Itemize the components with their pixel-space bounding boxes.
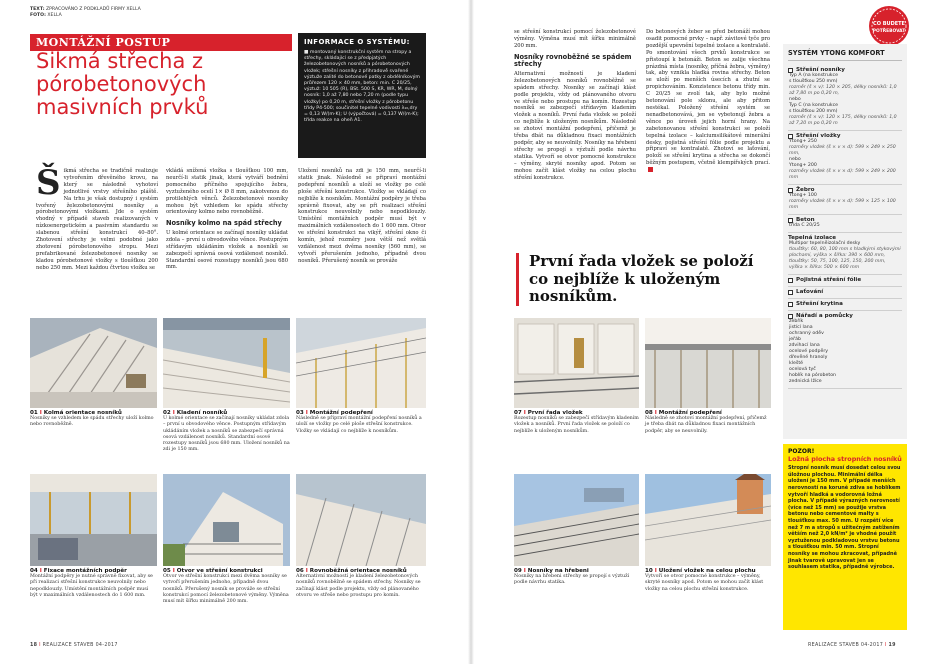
caption-06 — [296, 568, 426, 599]
credits — [30, 7, 141, 19]
footer-left — [30, 643, 118, 648]
sidebar-section-title — [788, 289, 902, 295]
stamp-line2: POTŘEBOVAT — [872, 29, 906, 34]
caption-text: Následně se připraví montážní podepření nosníků a uloží se vložky po celé ploše střešní konstrukce. Vložky se vkládají co nejblíže k nosníkům. — [296, 416, 422, 434]
checkbox-icon — [788, 188, 793, 193]
body-text: Uložení nosníků na zdi je 150 mm, neurčí-li statik jinak. Následně se připraví montážní podepření nosníků a uloží se vložky po celé ploše střešní konstrukce. Vložky se vkládají co nejblíže k nosníkům. Montážní podpěry je třeba správně fixovat, aby se při realizaci střešní konstrukce neuvolnily nebo nepodklouzly. Umístění montážních podpěr musí být v maximálních vzdálenostech do 1 600 mm. Otvor ve střešní konstrukci na vikýř, střešní okno či komín, jehož rozměry jsou větší než světlá vzdálenost mezi dvěma nosníky (560 mm), se vytvoří přerušením jednoho, případně dvou nosníků. Přerušený nosník se prováže — [298, 168, 426, 264]
sidebar-line: jeřáb — [789, 337, 801, 342]
caption-number: 07 I První řada vložek — [514, 410, 583, 416]
sidebar-section-label: Tepelná izolace — [788, 235, 837, 241]
body-column-4 — [514, 29, 636, 181]
sidebar-line: rozměry vložek (š × v × d): 599 × 125 × 100 mm — [789, 199, 896, 210]
sidebar-section — [788, 299, 902, 311]
subheading: Nosníky rovnoběžné se spádem střechy — [514, 52, 632, 69]
sidebar-section-label: Laťování — [796, 289, 824, 295]
caption-07 — [514, 410, 639, 435]
photo-04 — [30, 474, 157, 566]
photo-03 — [296, 318, 426, 408]
sidebar-line: zednická lžíce — [789, 379, 822, 384]
body-column-2 — [166, 168, 288, 271]
credits-photo-label: FOTO: — [30, 13, 46, 18]
checkbox-icon — [788, 290, 793, 295]
sidebar-line: s tloušťkou 200 mm) — [789, 109, 838, 114]
credits-text-value: ZPRACOVÁNO Z PODKLADŮ FIRMY XELLA — [46, 7, 141, 12]
caption-number: 01 I Kolmá orientace nosníků — [30, 410, 122, 416]
sidebar-line: nebo — [789, 97, 801, 102]
footer-separator: I — [884, 643, 887, 648]
sidebar-line: Typ A (na konstrukce — [789, 73, 838, 78]
sidebar-section-label: Střešní krytina — [796, 301, 843, 307]
drop-cap: Š — [36, 163, 61, 203]
caption-02 — [163, 410, 290, 453]
caption-04 — [30, 568, 157, 599]
body-text: U kolmé orientace se začínají nosníky ukládat zdola – první u obvodového věnce. Postupným střídavým ukládáním vložek a nosníků se zabezpečí správná osová vzdálenost nosníků. Standardní osové rozestupy nosníků jsou 680 mm. — [166, 229, 288, 271]
sidebar-line: rozměry vložek (š × v × d): 599 × 249 × 250 mm, — [789, 145, 896, 156]
spread-gutter — [468, 0, 474, 664]
infobox-body: ■ montovaný konstrukční systém na stropy a střechy, skládající se z předpjatých železobetonových nosníků a pórobetonových vložek; střešní nosníky z přihradově svařené výztuže zalité do betonové patky z obdélníkovým průřezem 120 × 40 mm, beton: min. C 20/25, výztuž: 10 505 (R), BSt. 500 S, KR, WR, M, dolný nosník: 1,0 až 7,80 nebo 7,20 m (podle typu vložky) po 0,20 m, střešní vložky z pórobetonu třídy P4-500; součinitel tepelné vodivosti λ₁₀,dry = 0,13 W/(m·K); U (výpočtová) = 0,137 W/(m·K); třída reakce na oheň A1. — [304, 50, 420, 124]
caption-number: 06 I Rovnoběžná orientace nosníků — [296, 568, 407, 574]
warning-title: Ložná plocha stropních nosníků — [788, 455, 902, 463]
sidebar-line: výška × šířka: 500 × 600 mm — [789, 265, 860, 270]
body-text: ikmá střecha se tradičně realizuje vytvořením dřevěného krovu, na který se následně vyhotoví jednotlivé vrstvy střešního pláště. Na trhu je však dostupný i systém tvořený železobetonovými nosníky a pórobetonovými vložkami. Jde o systém vhodný v případě staveb realizovaných v nízkoenergetickém a pasivním standardu se slabenou střešní konstrukcí 40–80°. Zhotovení střechy je velmi podobné jako zhotovení pórobetonového stropu. Mezi prefabrikované železobetonové nosníky se kladou pórobetonové vložky s tloušťkou 200 nebo 250 mm. Mezi každou čtvrtou vložku se — [36, 168, 158, 271]
body-column-1 — [36, 163, 158, 272]
article-title: Šikmá střecha z pórobetonových masivních prvků — [36, 49, 209, 119]
sidebar-line: Ytong+ 200 — [789, 163, 817, 168]
sidebar-section-label: Střešní vložky — [796, 133, 841, 139]
caption-05 — [163, 568, 290, 605]
caption-number: 09 I Nosníky na hřebeni — [514, 568, 589, 574]
caption-08 — [645, 410, 771, 435]
checkbox-icon — [788, 218, 793, 223]
sidebar-line: s tloušťkou 250 mm) — [789, 79, 838, 84]
sidebar-section-label: Střešní nosníky — [796, 67, 845, 73]
magazine-name-left: REALIZACE STAVEB 04-2017 — [42, 643, 118, 648]
sidebar-line: Ytong+ 250 — [789, 139, 817, 144]
sidebar-section — [788, 287, 902, 299]
caption-text: Alternativní možností je kladení železobetonových nosníků rovnoběžně se spádem střechy. Nosníky se začínají klást podle projektu, vždy od plánovaného otvoru ve střeše nebo prostupu pro komín. — [296, 574, 421, 598]
sidebar-line: Ytong+ 100 — [789, 193, 817, 198]
caption-number: 05 I Otvor ve střešní konstrukci — [163, 568, 263, 574]
page-number-left: 18 — [30, 643, 38, 648]
sidebar-section — [788, 131, 902, 185]
sidebar-line: nebo — [789, 157, 801, 162]
warning-text: Stropní nosník musí dosedat celou svou úložnou plochou. Minimální délka uložení je 150 mm. V případě menších nerovností na koruně zdiva se hoblíkem vytvoří hladká a vodorovná ložná plocha. V případě výrazných nerovností (více než 15 mm) se použije vrstva betonu nebo cementové malty s tloušťkou max. 50 mm. U rozpětí více než 7 m a stropů s užitečným zatížením větším než 2,0 kN/m² je vhodné použít vyztuženou podkladovou vrstvu betonu s tloušťkou min. 50 mm. Stropní nosníky se mohou zkracovat, případně jinak tvarově upravovat jen se souhlasem statika, případně výrobce. — [788, 465, 901, 571]
caption-09 — [514, 568, 639, 587]
caption-number: 10 I Uložení vložek na celou plochu — [645, 568, 756, 574]
caption-text: Nosníky na hřebeni střechy se propojí s výztuží podle návrhu statika. — [514, 574, 630, 586]
sidebar-heading: SYSTÉM YTONG KOMFORT — [788, 49, 902, 61]
caption-text: Nosníky se vzhledem ke spádu střechy uloží kolmo nebo rovnoběžně. — [30, 416, 154, 428]
checkbox-icon — [788, 314, 793, 319]
body-column-5 — [646, 29, 770, 174]
sidebar-line: Typ C (na konstrukce — [789, 103, 839, 108]
photo-02 — [163, 318, 290, 408]
photo-08 — [645, 318, 771, 408]
stamp-line1: CO BUDETE — [873, 21, 905, 27]
sidebar-line: hoblík na pórobeton — [789, 373, 837, 378]
checkbox-icon — [788, 278, 793, 283]
sidebar-line: ocelové podpěry — [789, 349, 829, 354]
caption-text: Montážní podpěry je nutné správně fixovat, aby se při realizaci střešní konstrukce neuvolnily nebo nepodklouzly. Umístění montážních podpěr musí být v maximálních vzdálenostech do 1 600 mm. — [30, 574, 153, 598]
sidebar-section — [788, 233, 902, 275]
photo-09 — [514, 474, 639, 566]
sidebar-sections — [788, 65, 902, 389]
sidebar-line: žebřík — [789, 319, 804, 324]
caption-number: 02 I Kladení nosníků — [163, 410, 228, 416]
caption-number: 08 I Montážní podepření — [645, 410, 722, 416]
warning-label: POZOR! — [788, 448, 815, 455]
sidebar-line: rozměr (š × v): 120 × 205, délky nosníků: 1,0 až 7,80 m po 0,20 m, — [789, 85, 897, 96]
sidebar-line: Multipor tepelněizolační desky — [789, 241, 861, 246]
body-text: Do betonových žeber se před betonáží mohou osadit pomocné prvky – např. závitové tyče pro pozdější upevnění tepelné izolace a kontralatě. Po smontování všech prvků konstrukce se přistoupí k betonáži. Beton se zalije všechna prázdná místa (nosníky, příčná žebra, výměny) tak, aby vznikla hladká rovina střechy. Beton se uloží po menších úsecích a zhutní se propichováním. Konzistence betonu třídy min. C 20/25 se zvolí tak, aby bylo možné betonování pole sklonu, ale aby přitom nestékal. Položený střešní systém se nenadbetonovává, jen se vybetonují žebra a věnce po úroveň jejich horní hrany. Na zabetonovanou střešní konstrukci se položí tepelná izolace – kalciumsilikátové minerální desky, pojistná střešní fólie podle projektu a připraví se kontralatě. Zhotoví se laťování, položí se střešní krytina a střecha se dokončí běžným postupem, včetně klempířských prací. — [646, 29, 770, 167]
caption-01 — [30, 410, 157, 429]
sidebar-section — [788, 185, 902, 215]
sidebar-line: tloušťky: 60, 80, 100 mm s hladkými stykovými plochami, výška × šířka: 390 × 600 mm, — [789, 247, 901, 258]
section-kicker: MONTÁŽNÍ POSTUP — [30, 34, 292, 51]
checkbox-icon — [788, 134, 793, 139]
photo-01 — [30, 318, 157, 408]
caption-number: 03 I Montážní podepření — [296, 410, 373, 416]
sidebar-section-label: Nářadí a pomůcky — [796, 313, 853, 319]
warning-box — [783, 444, 907, 630]
materials-sidebar — [783, 44, 907, 439]
caption-text: Otvor ve střešní konstrukci mezi dvěma nosníky se vytvoří přerušením jednoho, případně dvou nosníků. Přerušený nosník se prováže se střešní konstrukcí pomocí železobetonové výměny. Výměna musí mít šířku minimálně 200 mm. — [163, 574, 289, 605]
caption-03 — [296, 410, 426, 435]
sidebar-line: jistící lana — [789, 325, 813, 330]
caption-text: Následně se zhotoví montážní podepření, přičemž je třeba dbát na důkladnou fixaci montážních podpěr, aby se neuvolnily. — [645, 416, 767, 434]
page-number-right: 19 — [888, 643, 896, 648]
sidebar-section-label: Pojistná střešní fólie — [796, 277, 862, 283]
pull-quote: První řada vložek se položí co nejblíže k uloženým nosníkům. — [516, 253, 756, 306]
body-text: se střešní konstrukcí pomocí železobetonové výměny. Výměna musí mít šířku minimálně 200 mm. — [514, 29, 636, 49]
credits-text-label: TEXT: — [30, 7, 45, 12]
subheading: Nosníky kolmo na spád střechy — [166, 219, 282, 228]
photo-06 — [296, 474, 426, 566]
system-info-box — [298, 33, 426, 158]
caption-10 — [645, 568, 771, 593]
sidebar-line: rozměry vložek (š × v × d): 599 × 249 × 200 mm — [789, 169, 896, 180]
caption-number: 04 I Fixace montážních podpěr — [30, 568, 127, 574]
sidebar-line: třída C 20/25 — [789, 223, 820, 228]
caption-text: Rozestup nosníků se zabezpečí střídavým kladením vložek a nosníků. První řada vložek se položí co nejblíže k uloženým nosníkům. — [514, 416, 639, 434]
sidebar-line: ochranný oděv — [789, 331, 824, 336]
infobox-heading: INFORMACE O SYSTÉMU: — [304, 38, 410, 46]
what-you-need-stamp — [868, 5, 910, 47]
sidebar-line: zdvihací lana — [789, 343, 820, 348]
sidebar-section — [788, 65, 902, 131]
checkbox-icon — [788, 68, 793, 73]
sidebar-line: ocelová tyč — [789, 367, 816, 372]
caption-text: U kolmé orientace se začínají nosníky ukládat zdola – první u obvodového věnce. Postupným střídavým ukládáním vložek a nosníků se zabezpečí správná osová vzdálenost nosníků. Standardní osové rozestupy nosníků jsou 680 mm. Uložení nosníků na zdi je 150 mm. — [163, 416, 290, 453]
photo-05 — [163, 474, 290, 566]
sidebar-line: rozměr (š × v): 120 × 175, délky nosníků: 1,0 až 7,20 m po 0,20 m — [789, 115, 897, 126]
sidebar-section — [788, 215, 902, 233]
sidebar-line: klešté — [789, 361, 804, 366]
sidebar-section-title — [788, 277, 902, 283]
body-text: vkládá snížená vložka s tloušťkou 100 mm, neurčí-li statik jinak, která vytváří bednění pomocného příčného spojujícího žebra, vyztuženého ocelí 1× Ø 8 mm, zakotvenou do protilehlých věnců. Železobetonové nosníky mohou být vzhledem ke spádu střechy orientovány kolmo nebo rovnoběžně. — [166, 168, 288, 216]
credits-photo-value: XELLA — [47, 13, 62, 18]
body-text: Alternativní možností je kladení železobetonových nosníků rovnoběžně se spádem střechy. Nosníky se začínají klást podle projektu, vždy od plánovaného otvoru ve střeše nebo prostupu na komín. Rozestup nosníků se zabezpečí střídavým kladením vložek a nosníků. První řada vložek se položí co nejblíže k uloženým nosníkům. Následně se zhotoví montážní podepření, přičemž je třeba dbát na důkladnou fixaci montážních podpěr, aby se neuvolnily. Nosníky na hřebeni střechy se propojí s výztuží podle návrhu statika. Vytvoří se otvor pomocné konstrukce – výměny, skryté nosníky apod. Potom se mohou začít klást vložky na celou plochu střešní konstrukce. — [514, 70, 636, 181]
sidebar-section-title — [788, 301, 902, 307]
sidebar-line: tloušťky: 50, 75, 100, 125, 150, 200 mm, — [789, 259, 886, 264]
sidebar-line: dřevěné hranoly — [789, 355, 828, 360]
sidebar-section — [788, 311, 902, 389]
footer-separator: I — [39, 643, 41, 648]
photo-10 — [645, 474, 771, 566]
photo-07 — [514, 318, 639, 408]
footer-right — [808, 643, 896, 648]
magazine-name-right: REALIZACE STAVEB 04-2017 — [808, 643, 884, 648]
sidebar-section — [788, 275, 902, 287]
body-column-3 — [298, 168, 426, 265]
sidebar-section-label: Beton — [796, 217, 815, 223]
caption-text: Vytvoří se otvor pomocné konstrukce – výměny, skryté nosníky apod. Potom se mohou začít klást vložky na celou plochu střešní konstrukce. — [645, 574, 764, 592]
article-end-mark — [648, 167, 653, 172]
sidebar-section-label: Žebro — [796, 187, 815, 193]
checkbox-icon — [788, 302, 793, 307]
